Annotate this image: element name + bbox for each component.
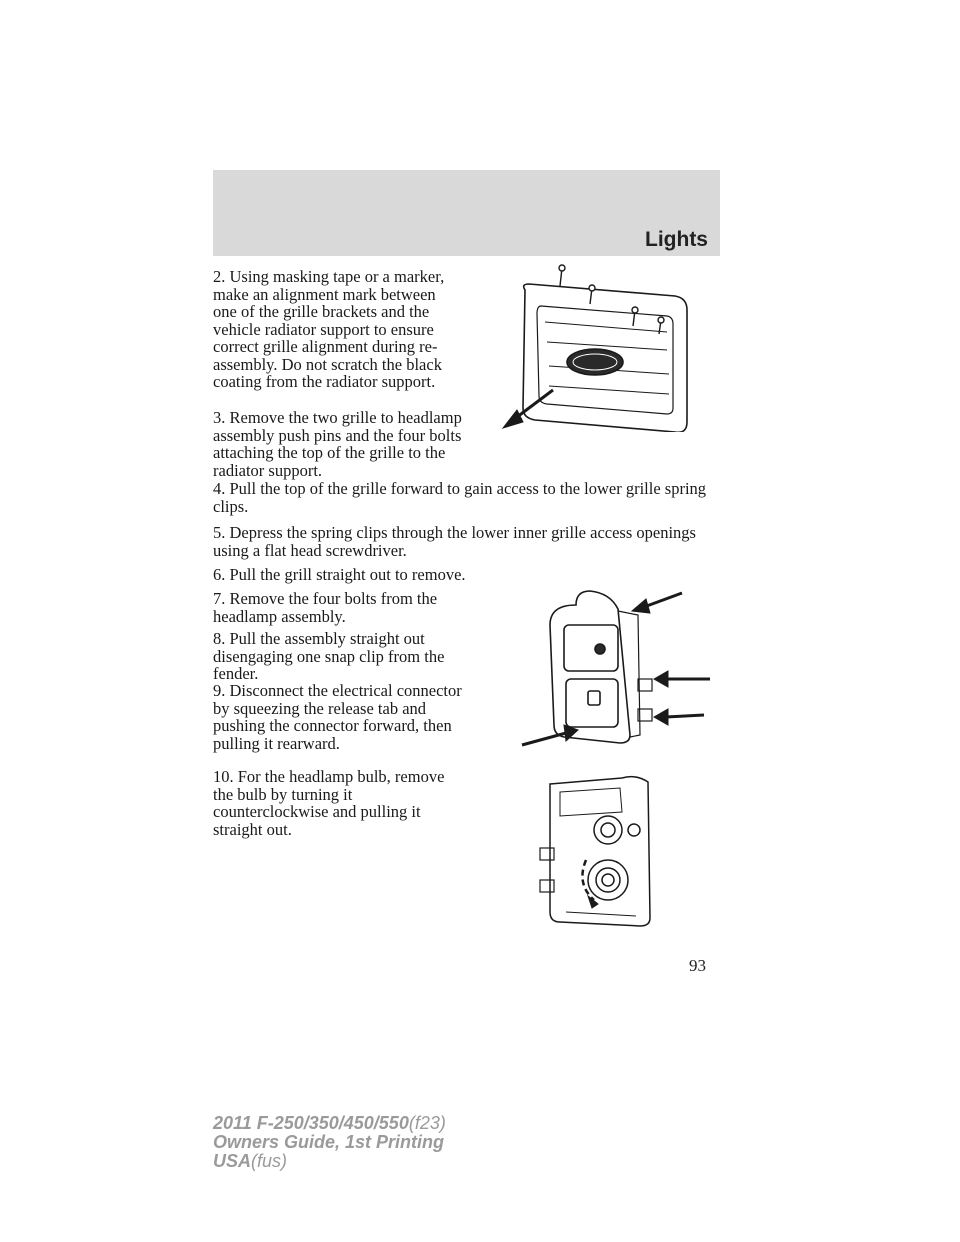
step-5: 5. Depress the spring clips through the lower inner grille access openings using a flat head screwdriver.: [213, 523, 696, 560]
footer-model-code: (f23): [408, 1113, 446, 1133]
grille-removal-illustration: [495, 262, 695, 432]
footer-line-3: [213, 1152, 446, 1171]
footer-line-2: [213, 1133, 446, 1152]
page-number: 93: [689, 956, 706, 975]
footer-market-code: (fus): [251, 1151, 288, 1171]
step-6: 6. Pull the grill straight out to remove.: [213, 565, 466, 584]
section-title: Lights: [645, 228, 708, 251]
step-8: 8. Pull the assembly straight out disengaging one snap clip from the fender.: [213, 629, 445, 683]
headlamp-bulb-removal-illustration: [536, 772, 666, 932]
step-7: 7. Remove the four bolts from the headlamp assembly.: [213, 589, 438, 626]
document-footer: [213, 1114, 446, 1171]
footer-model: 2011 F-250/350/450/550: [213, 1113, 409, 1133]
headlamp-assembly-illustration: [520, 585, 715, 750]
step-9: 9. Disconnect the electrical connector by squeezing the release tab and pushing the connector forward, then pulling it rearward.: [213, 681, 462, 753]
step-3: 3. Remove the two grille to headlamp assembly push pins and the four bolts attaching the top of the grille to the radiator support.: [213, 408, 462, 480]
step-4: 4. Pull the top of the grille forward to gain access to the lower grille spring clips.: [213, 479, 707, 516]
section-header-band: [213, 170, 720, 256]
footer-market: USA: [213, 1151, 252, 1171]
footer-edition: Owners Guide, 1st Printing: [213, 1132, 445, 1152]
step-10: 10. For the headlamp bulb, remove the bulb by turning it counterclockwise and pulling it straight out.: [213, 767, 445, 839]
footer-line-1: [213, 1114, 446, 1133]
step-2: 2. Using masking tape or a marker, make an alignment mark between one of the grille brackets and the vehicle radiator support to ensure correct grille alignment during re-assembly. Do not scratch the black coating from the radiator support.: [213, 267, 445, 391]
